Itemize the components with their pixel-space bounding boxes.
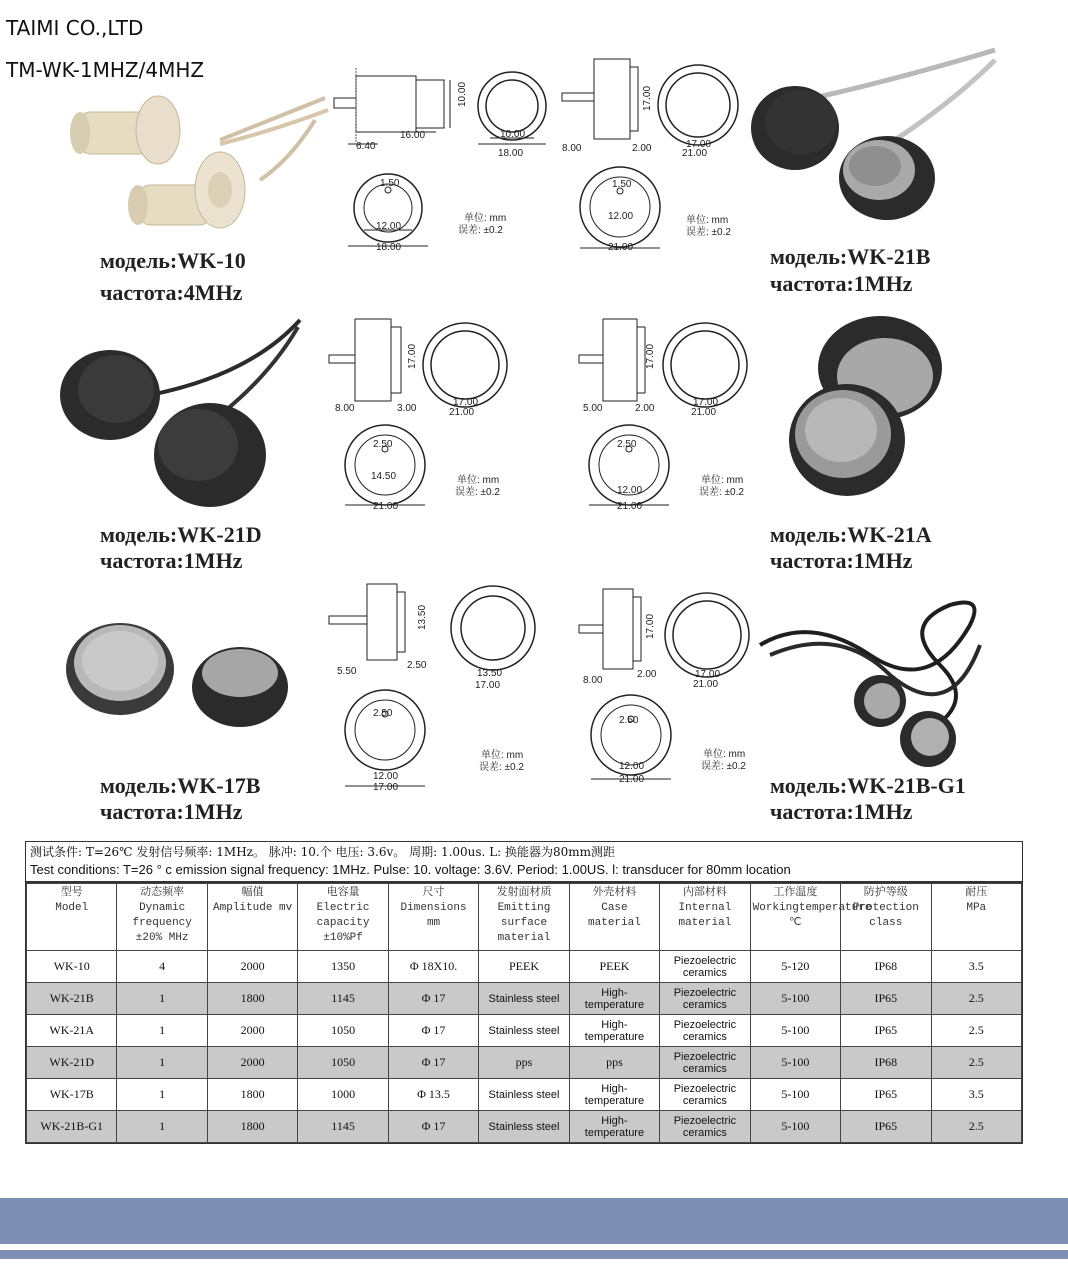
table-cell: Φ 17 xyxy=(388,983,478,1015)
wk21bg1-model-label: модель:WK-21B-G1 xyxy=(770,773,966,798)
unit-note: 单位: mm xyxy=(703,749,746,760)
wk21a-frequency-label: частота:1MHz xyxy=(770,548,913,573)
table-cell: Φ 13.5 xyxy=(388,1079,478,1111)
dim-label: 8.00 xyxy=(335,403,355,414)
wk21a-photo xyxy=(785,310,955,510)
table-cell: 5-100 xyxy=(750,983,840,1015)
column-header-cn: 幅值 xyxy=(241,887,264,899)
column-header-cn: 工作温度 xyxy=(773,887,818,899)
table-cell: Φ 17 xyxy=(388,1047,478,1079)
wk21bg1-photo xyxy=(750,585,990,775)
table-cell: 1 xyxy=(117,1015,207,1047)
table-cell: WK-21A xyxy=(27,1015,117,1047)
tolerance-note: 误差: ±0.2 xyxy=(686,227,731,238)
wk17b-frequency-label: частота:1MHz xyxy=(100,799,243,824)
table-cell: pps xyxy=(479,1047,569,1079)
table-cell: Piezoelectric ceramics xyxy=(660,951,750,983)
column-header-cn: 动态频率 xyxy=(140,887,185,899)
table-cell: 1050 xyxy=(298,1015,388,1047)
tolerance-note: 误差: ±0.2 xyxy=(455,487,500,498)
table-cell: 2.5 xyxy=(931,1047,1021,1079)
table-cell: pps xyxy=(569,1047,659,1079)
column-header-cn: 耐压 xyxy=(965,887,988,899)
table-cell: 1350 xyxy=(298,951,388,983)
column-header xyxy=(388,884,478,951)
dim-label: 10.00 xyxy=(500,129,526,140)
column-header xyxy=(27,884,117,951)
table-cell: 2.5 xyxy=(931,983,1021,1015)
dim-label: 1.50 xyxy=(380,178,400,189)
wk10-model-label: модель:WK-10 xyxy=(100,248,246,273)
unit-note: 单位: mm xyxy=(464,213,507,224)
dim-label: 2.50 xyxy=(619,715,639,726)
table-row xyxy=(27,1015,1022,1047)
dim-label: 13.50 xyxy=(477,668,503,679)
table-cell: High-temperature xyxy=(569,1015,659,1047)
table-row xyxy=(27,983,1022,1015)
table-cell: 1800 xyxy=(207,1111,297,1143)
table-row xyxy=(27,1111,1022,1143)
table-cell: 3.5 xyxy=(931,1079,1021,1111)
wk21b-photo xyxy=(745,40,1000,230)
column-header xyxy=(931,884,1021,951)
tolerance-note: 误差: ±0.2 xyxy=(458,225,503,236)
table-row xyxy=(27,951,1022,983)
table-cell: 2.5 xyxy=(931,1111,1021,1143)
column-header-cn: 尺寸 xyxy=(422,887,445,899)
model-line-title: TM-WK-1MHZ/4MHZ xyxy=(6,58,205,82)
column-header-en: Case material xyxy=(588,902,641,929)
column-header xyxy=(841,884,931,951)
dim-label: 2.00 xyxy=(637,669,657,680)
footer-band xyxy=(0,1198,1068,1244)
wk21b-frequency-label: частота:1MHz xyxy=(770,271,913,296)
table-cell: WK-21D xyxy=(27,1047,117,1079)
test-conditions-cn: 测试条件: T=26℃ 发射信号频率: 1MHz。 脉冲: 10.个 电压: 3.6v。 周期: 1.00us. L: 换能器为80mm测距 xyxy=(30,845,616,859)
table-cell: 5-100 xyxy=(750,1047,840,1079)
dim-label: 18.00 xyxy=(376,242,402,253)
dim-label: 2.50 xyxy=(373,439,393,450)
spec-table xyxy=(25,841,1023,1144)
column-header-en: Protection class xyxy=(852,902,919,929)
table-cell: 1000 xyxy=(298,1079,388,1111)
company-name: TAIMI CO.,LTD xyxy=(6,16,144,40)
dim-label: 21.00 xyxy=(608,242,634,253)
column-header xyxy=(298,884,388,951)
column-header-en: Amplitude mv xyxy=(213,902,293,914)
column-header-en: Electric capacity ±10%Pf xyxy=(316,902,370,944)
dim-label: 6.40 xyxy=(356,141,376,152)
table-cell: WK-21B-G1 xyxy=(27,1111,117,1143)
dim-label: 16.00 xyxy=(400,130,426,141)
column-header-cn: 内部材料 xyxy=(682,887,727,899)
column-header-cn: 外壳材料 xyxy=(592,887,637,899)
wk21a-drawing xyxy=(575,315,775,515)
dim-label: 17.00 xyxy=(645,613,656,639)
column-header-en: Model xyxy=(55,902,89,914)
dim-label: 17.00 xyxy=(642,85,653,111)
dim-label: 17.00 xyxy=(373,782,399,790)
column-header xyxy=(660,884,750,951)
dim-label: 21.00 xyxy=(693,679,719,690)
footer-stripe xyxy=(0,1250,1068,1259)
dim-label: 12.00 xyxy=(608,211,634,222)
dim-label: 1.50 xyxy=(612,179,632,190)
table-cell: 2.5 xyxy=(931,1015,1021,1047)
table-row xyxy=(27,1047,1022,1079)
table-cell: 1800 xyxy=(207,1079,297,1111)
dim-label: 17.00 xyxy=(645,343,656,369)
dim-label: 5.00 xyxy=(583,403,603,414)
dim-label: 8.00 xyxy=(583,675,603,686)
column-header xyxy=(117,884,207,951)
test-conditions-en: Test conditions: T=26 ° c emission signal frequency: 1MHz. Pulse: 10. voltage: 3.6V. Period: 1.00US. l: transducer for 80mm location xyxy=(30,862,791,877)
dim-label: 12.00 xyxy=(617,485,643,496)
dim-label: 2.50 xyxy=(617,439,637,450)
dim-label: 12.00 xyxy=(373,771,399,782)
dim-label: 21.00 xyxy=(617,501,643,512)
table-cell: Piezoelectric ceramics xyxy=(660,1047,750,1079)
wk21d-drawing xyxy=(325,315,555,515)
test-conditions xyxy=(26,842,1022,883)
column-header-en: Dimensions mm xyxy=(400,902,467,929)
dim-label: 12.00 xyxy=(376,221,402,232)
dim-label: 17.00 xyxy=(475,680,501,691)
table-cell: Stainless steel xyxy=(479,983,569,1015)
wk21b-model-label: модель:WK-21B xyxy=(770,244,931,269)
table-cell: Piezoelectric ceramics xyxy=(660,1111,750,1143)
wk17b-model-label: модель:WK-17B xyxy=(100,773,261,798)
column-header-cn: 型号 xyxy=(60,887,83,899)
spec-grid xyxy=(26,883,1022,1143)
dim-label: 17.00 xyxy=(453,397,479,408)
table-cell: IP68 xyxy=(841,1047,931,1079)
tolerance-note: 误差: ±0.2 xyxy=(701,761,746,772)
column-header xyxy=(569,884,659,951)
table-cell: 5-100 xyxy=(750,1111,840,1143)
table-cell: 2000 xyxy=(207,1015,297,1047)
table-cell: Piezoelectric ceramics xyxy=(660,1079,750,1111)
dim-label: 2.00 xyxy=(632,143,652,154)
column-header xyxy=(750,884,872,951)
wk21d-frequency-label: частота:1MHz xyxy=(100,548,243,573)
wk21d-photo xyxy=(50,315,310,515)
table-cell: IP65 xyxy=(841,1079,931,1111)
dim-label: 21.00 xyxy=(373,501,399,512)
dim-label: 17.00 xyxy=(407,343,418,369)
table-cell: Stainless steel xyxy=(479,1111,569,1143)
table-cell: 1800 xyxy=(207,983,297,1015)
table-cell: PEEK xyxy=(479,951,569,983)
column-header-cn: 发射面材质 xyxy=(496,887,552,899)
column-header-cn: 电容量 xyxy=(326,887,360,899)
table-cell: 1 xyxy=(117,983,207,1015)
column-header-en: Internal material xyxy=(678,902,732,929)
dim-label: 3.00 xyxy=(397,403,417,414)
table-cell: IP68 xyxy=(841,951,931,983)
header-row xyxy=(27,884,1022,951)
table-cell: High-temperature xyxy=(569,1079,659,1111)
wk10-photo xyxy=(70,80,330,250)
table-cell: IP65 xyxy=(841,983,931,1015)
table-cell: 2000 xyxy=(207,1047,297,1079)
table-row xyxy=(27,1079,1022,1111)
column-header xyxy=(207,884,297,951)
table-cell: 1 xyxy=(117,1111,207,1143)
dim-label: 17.00 xyxy=(693,397,719,408)
table-cell: 5-120 xyxy=(750,951,840,983)
table-cell: WK-21B xyxy=(27,983,117,1015)
column-header-cn: 防护等级 xyxy=(863,887,908,899)
table-cell: Piezoelectric ceramics xyxy=(660,1015,750,1047)
table-cell: WK-10 xyxy=(27,951,117,983)
dim-label: 21.00 xyxy=(691,407,717,418)
table-cell: WK-17B xyxy=(27,1079,117,1111)
dim-label: 21.00 xyxy=(619,774,645,785)
column-header-en: Emitting surface material xyxy=(497,902,551,944)
table-cell: 2000 xyxy=(207,951,297,983)
dim-label: 13.50 xyxy=(417,604,428,630)
column-header xyxy=(479,884,569,951)
dim-label: 17.00 xyxy=(695,669,721,680)
dim-label: 12.00 xyxy=(619,761,645,772)
unit-note: 单位: mm xyxy=(481,750,524,761)
wk21b-drawing xyxy=(558,55,758,255)
dim-label: 8.00 xyxy=(562,143,582,154)
table-cell: Stainless steel xyxy=(479,1079,569,1111)
unit-note: 单位: mm xyxy=(701,475,744,486)
table-cell: Φ 17 xyxy=(388,1015,478,1047)
table-cell: IP65 xyxy=(841,1111,931,1143)
column-header-en: Workingtemperature ℃ xyxy=(752,902,872,929)
tolerance-note: 误差: ±0.2 xyxy=(699,487,744,498)
table-cell: PEEK xyxy=(569,951,659,983)
table-cell: 1 xyxy=(117,1047,207,1079)
table-cell: Stainless steel xyxy=(479,1015,569,1047)
dim-label: 21.00 xyxy=(449,407,475,418)
table-cell: IP65 xyxy=(841,1015,931,1047)
dim-label: 14.50 xyxy=(371,471,397,482)
column-header-en: Dynamic frequency ±20% MHz xyxy=(132,902,192,944)
wk10-frequency-label: частота:4MHz xyxy=(100,280,243,305)
table-cell: High-temperature xyxy=(569,1111,659,1143)
table-cell: High-temperature xyxy=(569,983,659,1015)
table-cell: Piezoelectric ceramics xyxy=(660,983,750,1015)
table-cell: 4 xyxy=(117,951,207,983)
wk17b-drawing xyxy=(325,580,555,790)
dim-label: 10.00 xyxy=(457,81,468,107)
column-header-en: MPa xyxy=(966,902,987,914)
dim-label: 18.00 xyxy=(498,148,524,159)
dim-label: 2.50 xyxy=(373,708,393,719)
table-cell: 1 xyxy=(117,1079,207,1111)
table-cell: 5-100 xyxy=(750,1079,840,1111)
table-cell: 5-100 xyxy=(750,1015,840,1047)
wk21bg1-drawing xyxy=(575,585,775,785)
dim-label: 17.00 xyxy=(686,139,712,150)
dim-label: 5.50 xyxy=(337,666,357,677)
unit-note: 单位: mm xyxy=(686,215,729,226)
wk21bg1-frequency-label: частота:1MHz xyxy=(770,799,913,824)
wk10-drawing xyxy=(328,58,558,258)
table-cell: 1145 xyxy=(298,983,388,1015)
wk21d-model-label: модель:WK-21D xyxy=(100,522,262,547)
table-cell: Φ 18X10. xyxy=(388,951,478,983)
tolerance-note: 误差: ±0.2 xyxy=(479,762,524,773)
unit-note: 单位: mm xyxy=(457,475,500,486)
table-cell: 1145 xyxy=(298,1111,388,1143)
wk21a-model-label: модель:WK-21A xyxy=(770,522,932,547)
dim-label: 2.00 xyxy=(635,403,655,414)
dim-label: 2.50 xyxy=(407,660,427,671)
table-cell: 3.5 xyxy=(931,951,1021,983)
dim-label: 21.00 xyxy=(682,148,708,159)
wk17b-photo xyxy=(60,615,300,735)
table-cell: 1050 xyxy=(298,1047,388,1079)
table-cell: Φ 17 xyxy=(388,1111,478,1143)
